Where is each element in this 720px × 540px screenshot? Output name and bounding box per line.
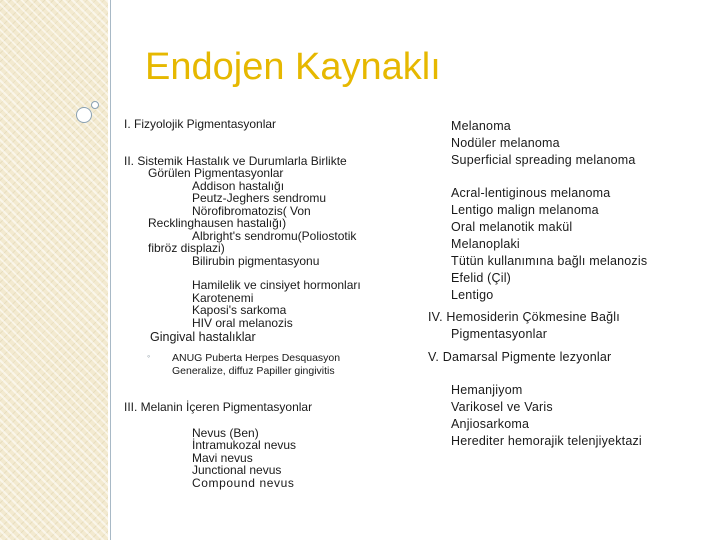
section-2-heading-line1: II. Sistemik Hastalık ve Durumlarla Birlikte xyxy=(124,154,347,168)
list-item-superficial: Superficial spreading melanoma xyxy=(451,153,636,167)
list-item-kaposi: Kaposi's sarkoma xyxy=(192,303,287,317)
list-item-oral-makul: Oral melanotik makül xyxy=(451,220,573,234)
list-item-acral: Acral-lentiginous melanoma xyxy=(451,186,611,200)
section-4-heading-line2: Pigmentasyonlar xyxy=(451,327,548,341)
list-item-peutz: Peutz-Jeghers sendromu xyxy=(192,191,327,205)
section-1-heading: I. Fizyolojik Pigmentasyonlar xyxy=(124,117,277,131)
list-item-karotenemi: Karotenemi xyxy=(192,291,254,305)
sidebar-divider-line xyxy=(110,0,111,540)
list-item-melanoplaki: Melanoplaki xyxy=(451,237,520,251)
list-item-intramukozal: İntramukozal nevus xyxy=(192,438,297,452)
decorative-sidebar xyxy=(0,0,108,540)
bullet-icon: ◦ xyxy=(147,351,151,361)
list-item-junctional: Junctional nevus xyxy=(192,463,282,477)
list-item-fibroz: fibröz displazi) xyxy=(148,241,225,255)
slide-title: Endojen Kaynaklı xyxy=(145,46,441,88)
list-item-hiv: HIV oral melanozis xyxy=(192,316,293,330)
list-item-anug-line1: ANUG Puberta Herpes Desquasyon xyxy=(172,352,341,364)
section-3-heading: III. Melanin İçeren Pigmentasyonlar xyxy=(124,400,313,414)
list-item-albright: Albright's sendromu(Poliostotik xyxy=(192,229,357,243)
list-item-noduler: Nodüler melanoma xyxy=(451,136,560,150)
list-item-addison: Addison hastalığı xyxy=(192,179,285,193)
section-5-heading: V. Damarsal Pigmente lezyonlar xyxy=(428,350,612,364)
list-item-compound: Compound nevus xyxy=(192,476,295,490)
list-item-herediter: Herediter hemorajik telenjiyektazi xyxy=(451,434,642,448)
list-item-noro: Nörofibromatozis( Von xyxy=(192,204,311,218)
section-4-heading-line1: IV. Hemosiderin Çökmesine Bağlı xyxy=(428,310,620,324)
section-2-heading-line2: Görülen Pigmentasyonlar xyxy=(148,166,284,180)
list-item-melanoma: Melanoma xyxy=(451,119,511,133)
list-item-lentigo-malign: Lentigo malign melanoma xyxy=(451,203,599,217)
list-item-hemanjiyom: Hemanjiyom xyxy=(451,383,523,397)
decor-circle-small xyxy=(91,101,99,109)
list-item-nevus: Nevus (Ben) xyxy=(192,426,259,440)
decor-circle-large xyxy=(76,107,92,123)
list-item-lentigo: Lentigo xyxy=(451,288,494,302)
list-item-tutun: Tütün kullanımına bağlı melanozis xyxy=(451,254,648,268)
list-item-gingival: Gingival hastalıklar xyxy=(150,330,256,344)
list-item-varikosel: Varikosel ve Varis xyxy=(451,400,553,414)
list-item-mavi: Mavi nevus xyxy=(192,451,253,465)
list-item-reckling: Recklinghausen hastalığı) xyxy=(148,216,287,230)
list-item-efelid: Efelid (Çil) xyxy=(451,271,512,285)
list-item-bilirubin: Bilirubin pigmentasyonu xyxy=(192,254,320,268)
list-item-anjiosarkoma: Anjiosarkoma xyxy=(451,417,530,431)
list-item-anug-line2: Generalize, diffuz Papiller gingivitis xyxy=(172,365,335,377)
list-item-hamilelik: Hamilelik ve cinsiyet hormonları xyxy=(192,278,361,292)
